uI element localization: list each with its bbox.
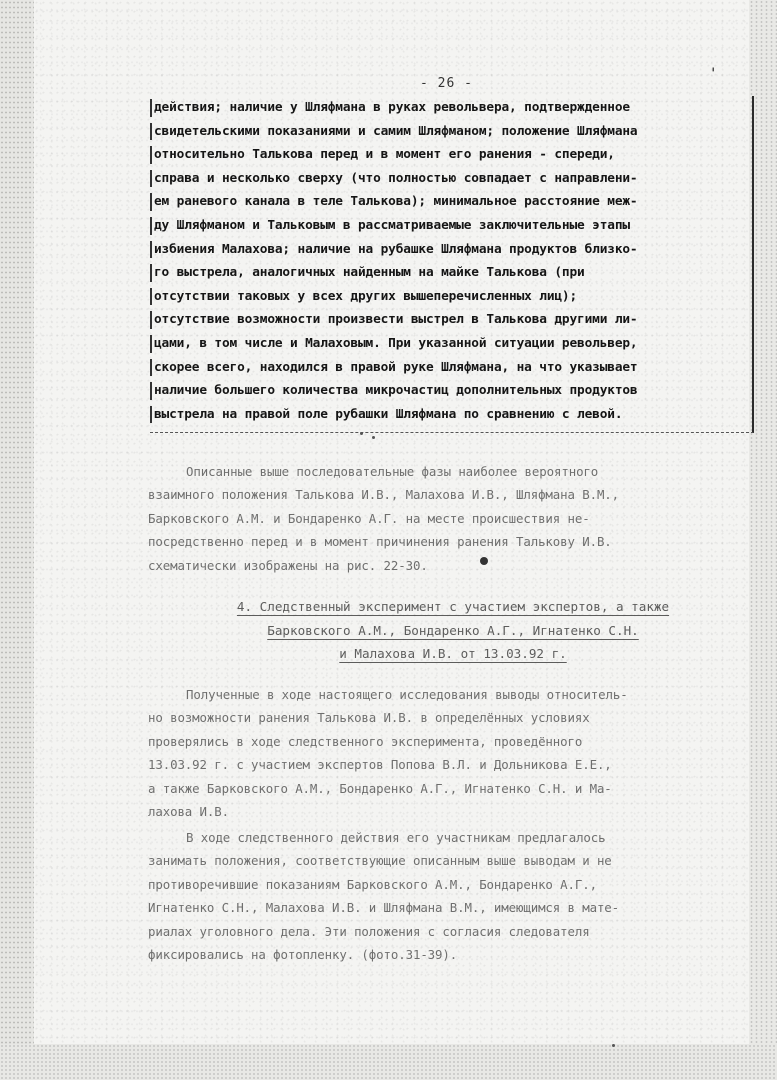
paragraph-line: взаимного положения Талькова И.В., Малахова И.В., Шляфмана В.М., bbox=[148, 487, 620, 503]
boxed-line: скорее всего, находился в правой руке Шляфмана, на что указывает bbox=[150, 356, 748, 380]
section-heading bbox=[168, 595, 738, 666]
page-number: - 26 - bbox=[420, 76, 473, 91]
boxed-line: действия; наличие у Шляфмана в руках револьвера, подтвержденное bbox=[150, 96, 748, 120]
heading-line-text: 4. Следственный эксперимент с участием экспертов, а также bbox=[236, 599, 670, 614]
boxed-line: отсутствии таковых у всех других вышеперечисленных лиц); bbox=[150, 285, 748, 309]
boxed-line: цами, в том числе и Малаховым. При указанной ситуации револьвер, bbox=[150, 332, 748, 356]
paragraph-line: но возможности ранения Талькова И.В. в определённых условиях bbox=[148, 710, 590, 726]
paragraph-phases-description bbox=[148, 460, 748, 577]
heading-line-text: и Малахова И.В. от 13.03.92 г. bbox=[339, 646, 567, 661]
paragraph-line: схематически изображены на рис. 22-30. bbox=[148, 557, 428, 573]
boxed-line: го выстрела, аналогичных найденным на майке Талькова (при bbox=[150, 261, 748, 285]
paragraph-line: лахова И.В. bbox=[148, 804, 229, 820]
heading-line bbox=[168, 619, 738, 643]
paragraph-line: 13.03.92 г. с участием экспертов Попова В.Л. и Дольникова Е.Е., bbox=[148, 757, 612, 773]
ink-blot bbox=[480, 557, 488, 565]
paragraph-experiment-procedure bbox=[148, 826, 748, 966]
paragraph-line: проверялись в ходе следственного эксперимента, проведённого bbox=[148, 733, 583, 749]
paragraph-line: В ходе следственного действия его участникам предлагалось bbox=[186, 830, 606, 845]
paragraph-line: риалах уголовного дела. Эти положения с согласия следователя bbox=[148, 923, 590, 939]
heading-line bbox=[168, 595, 738, 619]
boxed-line: справа и несколько сверху (что полностью совпадает с направлени- bbox=[150, 167, 748, 191]
paragraph-line: Игнатенко С.Н., Малахова И.В. и Шляфмана В.М., имеющимся в мате- bbox=[148, 900, 620, 916]
paragraph-line: посредственно перед и в момент причинения ранения Талькову И.В. bbox=[148, 534, 612, 550]
paragraph-line: противоречившие показаниям Барковского А.М., Бондаренко А.Г., bbox=[148, 876, 597, 892]
paragraph-line: занимать положения, соответствующие описанным выше выводам и не bbox=[148, 853, 612, 869]
scan-shadow-bottom bbox=[0, 1044, 777, 1080]
paragraph-line: Барковского А.М. и Бондаренко А.Г. на месте происшествия не- bbox=[148, 510, 590, 526]
paragraph-line: фиксировались на фотопленку. (фото.31-39). bbox=[148, 947, 458, 963]
boxed-line: отсутствие возможности произвести выстрел в Талькова другими ли- bbox=[150, 308, 748, 332]
scan-speck bbox=[612, 1044, 615, 1047]
boxed-line: свидетельскими показаниями и самим Шляфманом; положение Шляфмана bbox=[150, 120, 748, 144]
paragraph-line: Описанные выше последовательные фазы наиболее вероятного bbox=[186, 464, 599, 479]
boxed-line: выстрела на правой поле рубашки Шляфмана по сравнению с левой. bbox=[150, 403, 748, 427]
paragraph-line: Полученные в ходе настоящего исследования выводы относитель- bbox=[186, 687, 628, 702]
scan-shadow-left bbox=[0, 0, 34, 1080]
scan-speck bbox=[360, 432, 363, 435]
scan-speck bbox=[372, 436, 375, 439]
boxed-conclusion-block bbox=[150, 96, 754, 433]
boxed-line: относительно Талькова перед и в момент его ранения - спереди, bbox=[150, 143, 748, 167]
heading-line-text: Барковского А.М., Бондаренко А.Г., Игнатенко С.Н. bbox=[267, 622, 639, 638]
heading-line bbox=[168, 642, 738, 666]
boxed-line: ем раневого канала в теле Талькова); минимальное расстояние меж- bbox=[150, 190, 748, 214]
boxed-line: ду Шляфманом и Тальковым в рассматриваемые заключительные этапы bbox=[150, 214, 748, 238]
corner-mark: ' bbox=[709, 66, 718, 82]
boxed-line: наличие большего количества микрочастиц дополнительных продуктов bbox=[150, 379, 748, 403]
paragraph-experiment-conclusions bbox=[148, 683, 748, 823]
paragraph-line: а также Барковского А.М., Бондаренко А.Г., Игнатенко С.Н. и Ма- bbox=[148, 780, 612, 796]
boxed-line: избиения Малахова; наличие на рубашке Шляфмана продуктов близко- bbox=[150, 238, 748, 262]
